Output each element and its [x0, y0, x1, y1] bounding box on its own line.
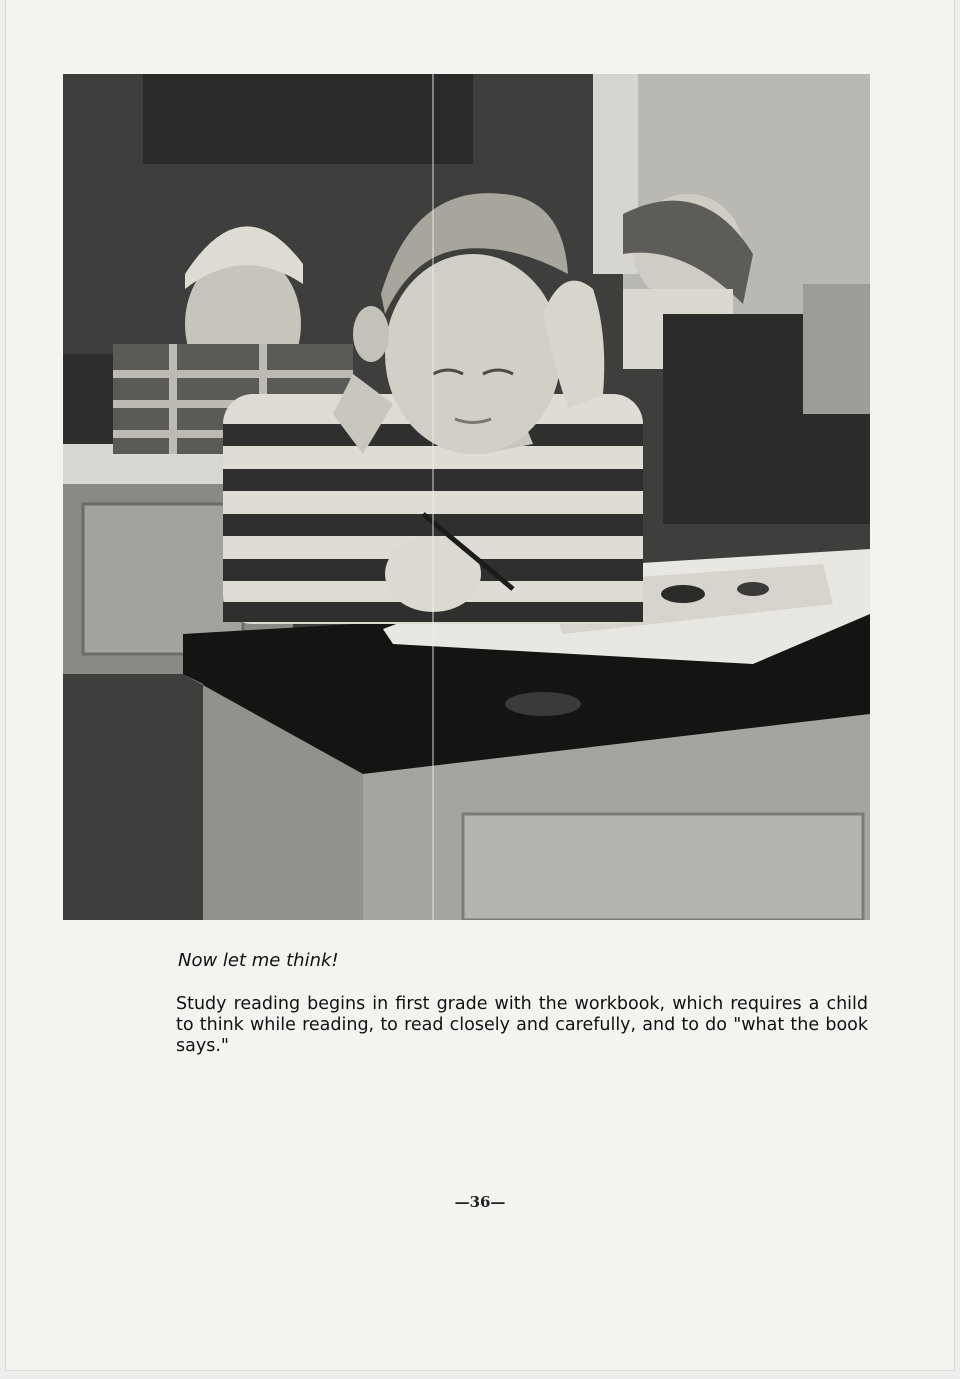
caption-title: Now let me think!	[178, 950, 339, 971]
page-number: —36—	[454, 1193, 506, 1211]
classroom-photo	[63, 74, 870, 920]
document-page	[6, 0, 954, 1370]
caption-body: Study reading begins in first grade with the workbook, which requires a child to think while reading, to read closely and carefully, and to do "what the book says."	[176, 994, 868, 1056]
